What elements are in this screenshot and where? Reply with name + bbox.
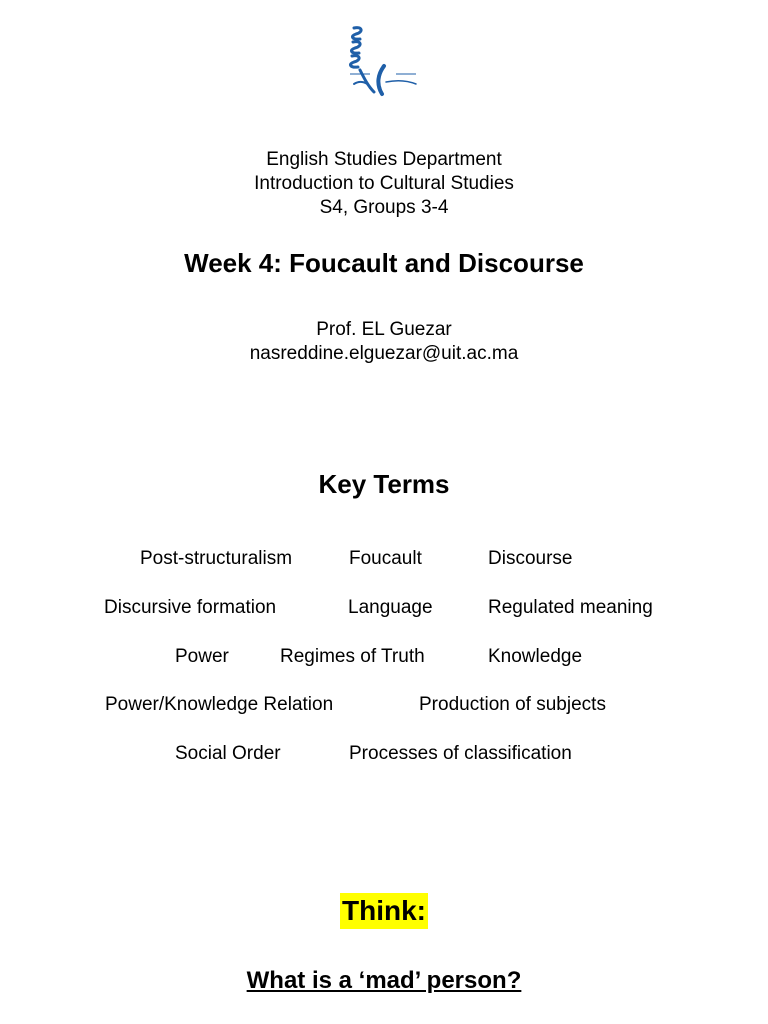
key-term: Foucault <box>349 548 422 569</box>
key-term: Knowledge <box>488 646 583 667</box>
university-logo <box>340 22 465 114</box>
think-block <box>0 893 768 929</box>
key-term: Social Order <box>175 743 281 764</box>
page-title: Week 4: Foucault and Discourse <box>184 248 584 278</box>
key-term: Regimes of Truth <box>280 646 425 667</box>
key-term: Post-structuralism <box>140 548 293 569</box>
department-line: English Studies Department <box>266 149 502 170</box>
key-term: Processes of classification <box>349 743 572 764</box>
course-line: Introduction to Cultural Studies <box>254 173 514 194</box>
instructor-name: Prof. EL Guezar <box>316 319 452 340</box>
logo-emblem-icon <box>340 22 465 114</box>
instructor-email: nasreddine.elguezar@uit.ac.ma <box>249 343 519 364</box>
key-term: Regulated meaning <box>488 597 653 618</box>
key-term: Language <box>348 597 433 618</box>
key-term: Production of subjects <box>419 694 606 715</box>
key-term: Power/Knowledge Relation <box>105 694 334 715</box>
key-term: Discourse <box>488 548 573 569</box>
key-terms-heading: Key Terms <box>318 469 450 499</box>
key-term: Power <box>175 646 229 667</box>
groups-line: S4, Groups 3-4 <box>319 197 449 218</box>
key-term: Discursive formation <box>104 597 277 618</box>
think-label: Think: <box>340 893 428 929</box>
question-heading: What is a ‘mad’ person? <box>246 967 522 994</box>
